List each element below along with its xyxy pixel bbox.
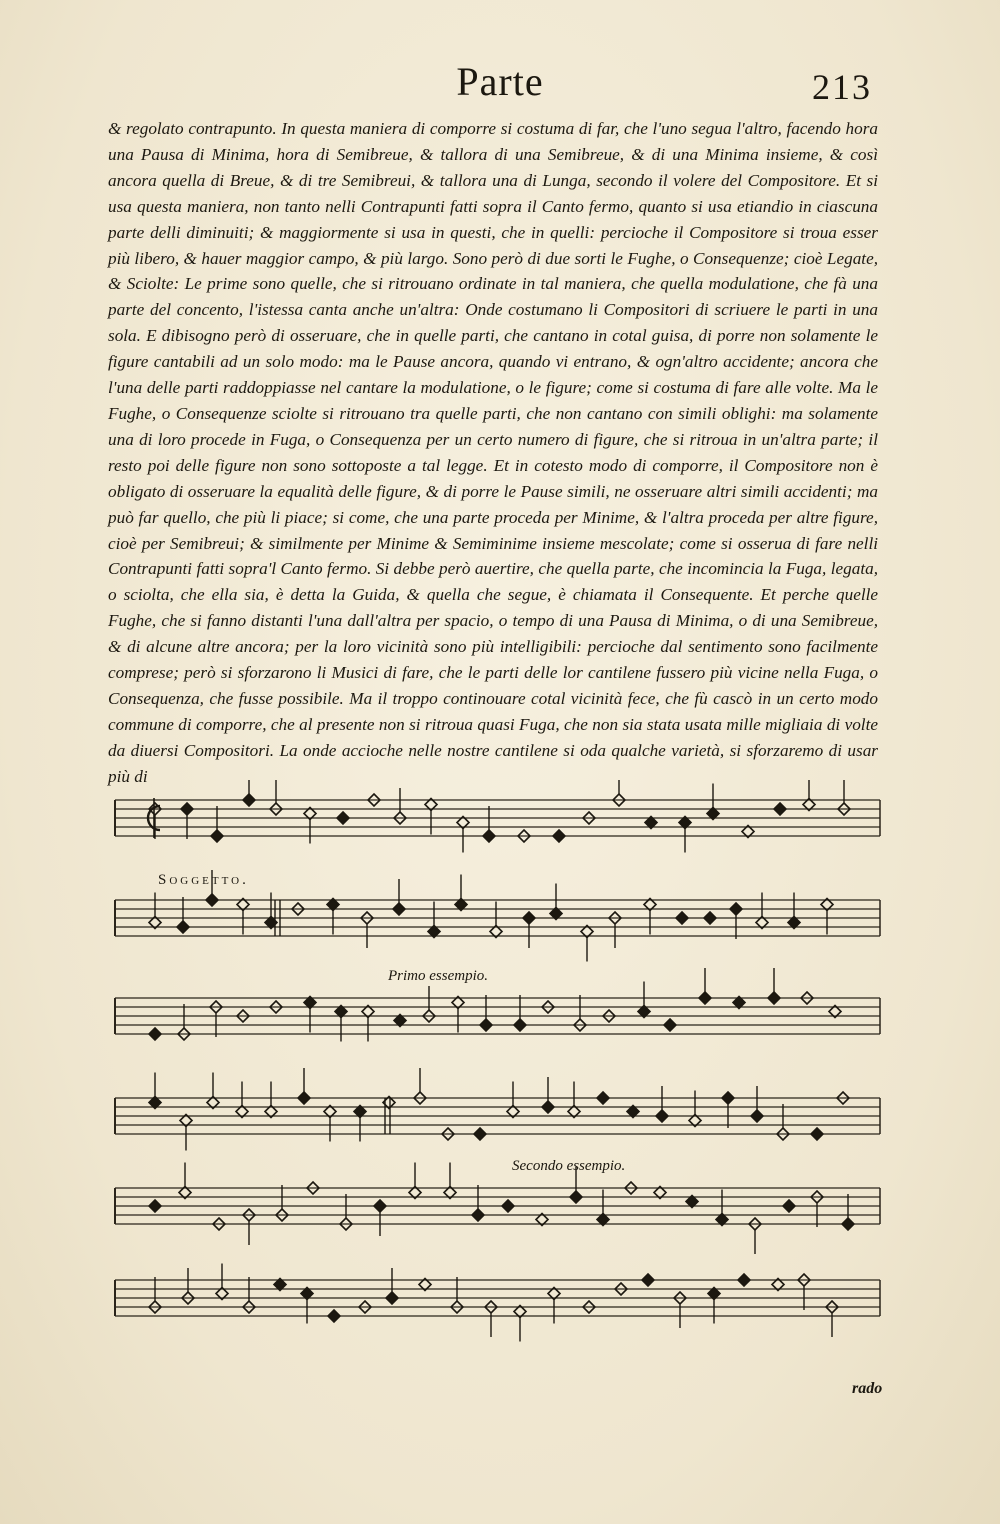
note-head: [656, 1110, 668, 1122]
body-text: [108, 116, 878, 790]
primo-essempio-label: Primo essempio.: [388, 968, 488, 984]
note-head: [597, 1092, 609, 1104]
note-head: [243, 794, 255, 806]
note-head: [704, 912, 716, 924]
note-head: [206, 894, 218, 906]
note-head: [553, 830, 565, 842]
note-head: [514, 1019, 526, 1031]
note-head: [483, 830, 495, 842]
page-number: 213: [812, 67, 872, 107]
note-head: [374, 1200, 386, 1212]
note-head: [542, 1101, 554, 1113]
note-head: [842, 1218, 854, 1230]
note-head: [328, 1310, 340, 1322]
note-head: [699, 992, 711, 1004]
note-head: [149, 1200, 161, 1212]
catchword: rado: [852, 1380, 883, 1397]
note-head: [298, 1092, 310, 1104]
note-head: [474, 1128, 486, 1140]
note-head: [502, 1200, 514, 1212]
note-head: [386, 1292, 398, 1304]
note-head: [751, 1110, 763, 1122]
musical-staves: [0, 780, 1000, 1400]
note-head: [149, 1028, 161, 1040]
music-examples: [0, 780, 1000, 1400]
note-head: [480, 1019, 492, 1031]
note-head: [211, 830, 223, 842]
soggetto-label: Soggetto.: [158, 872, 249, 888]
note-head: [676, 912, 688, 924]
body-paragraph: & regolato contrapunto. In questa maniera di comporre si costuma di far, che l'uno segua l'altro, facendo hora una Pausa di Minima, hora di Semibreue, & tallora di una Semibreue, & di una Minima insieme, & così ancora quella di Breue, & di tre Semibreui, & tallora una di Lunga, secondo il volere del Compositore. Et si usa questa maniera, non tanto nelli Contrapunti fatti sopra il Canto fermo, quanto si usa etiandio in ciascuna parte delli diminuiti; & maggiormente si usa in questi, che in quelli: percioche il Compositore si troua esser più libero, & hauer maggior campo, & più largo. Sono però di due sorti le Fughe, o Consequenze; cioè Legate, & Sciolte: Le prime sono quelle, che si ritrouano ordinate in tal maniera, che quella modulatione, che fà una parte del concento, l'istessa canta anche un'altra: Onde costumano li Compositori di scriuere le parti in una sola. E dibisogno però di osseruare, che in quelle parti, che cantano in cotal guisa, di porre non solamente le figure cantabili ad un solo modo: ma le Pause ancora, quando vi entrano, & ogn'altro accidente; ancora che l'una delle parti raddoppiasse nel cantare la modulatione, o le figure; come si costuma di fare alle volte. Ma le Fughe, o Consequenze sciolte si ritrouano tra quelle parti, che non cantano con simili oblighi: ma solamente una di loro procede in Fuga, o Consequenza per un certo numero di figure, che si ritroua in un'altra parte; il resto poi delle figure non sono sottoposte a tal legge. Et in cotesto modo di comporre, il Compositore non è obligato di osseruare la equalità delle figure, & di porre le Pause simili, ne osseruare altri simili accidenti; ma può far quello, che più li piace; si come, che una parte proceda per Minime, & l'altra proceda per altre figure, cioè per Semibreui; & similmente per Minime & Semiminime insieme mescolate; come si osserua di fare nelli Contrapunti fatti sopra'l Canto fermo. Si debbe però auertire, che quella parte, che incomincia la Fuga, legata, o sciolta, che ella sia, è detta la Guida, & quella che segue, è chiamata il Consequente. Et perche quelle Fughe, che si fanno distanti l'una dall'altra per spacio, o tempo di una Pausa di Minima, o di una Semibreue, & di alcune altre ancora; per la loro vicinità sono più intelligibili: percioche dal sentimento sono facilmente comprese; però si sforzarono li Musici di fare, che le parti delle lor cantilene fussero più vicine nella Fuga, o Consequenza, che fusse possibile. Ma il troppo continouare cotal vicinità fece, che fù cascò in un certo modo commune di comporre, che al presente non si ritroua quasi Fuga, che non sia stata usata mille migliaia di volte da diuersi Compositori. La onde accioche nelle nostre cantilene si oda qualche varietà, si sforzaremo di usar più di: [108, 119, 878, 786]
note-head: [570, 1191, 582, 1203]
note-head: [738, 1274, 750, 1286]
running-head: Parte: [456, 59, 544, 104]
note-head: [337, 812, 349, 824]
note-head: [722, 1092, 734, 1104]
note-head: [730, 903, 742, 915]
note-head: [811, 1128, 823, 1140]
note-head: [181, 803, 193, 815]
note-head: [774, 803, 786, 815]
note-head: [664, 1019, 676, 1031]
note-head: [523, 912, 535, 924]
note-head: [177, 921, 189, 933]
note-head: [642, 1274, 654, 1286]
note-head: [783, 1200, 795, 1212]
note-head: [472, 1209, 484, 1221]
note-head: [768, 992, 780, 1004]
secondo-essempio-label: Secondo essempio.: [512, 1158, 626, 1174]
note-head: [393, 903, 405, 915]
